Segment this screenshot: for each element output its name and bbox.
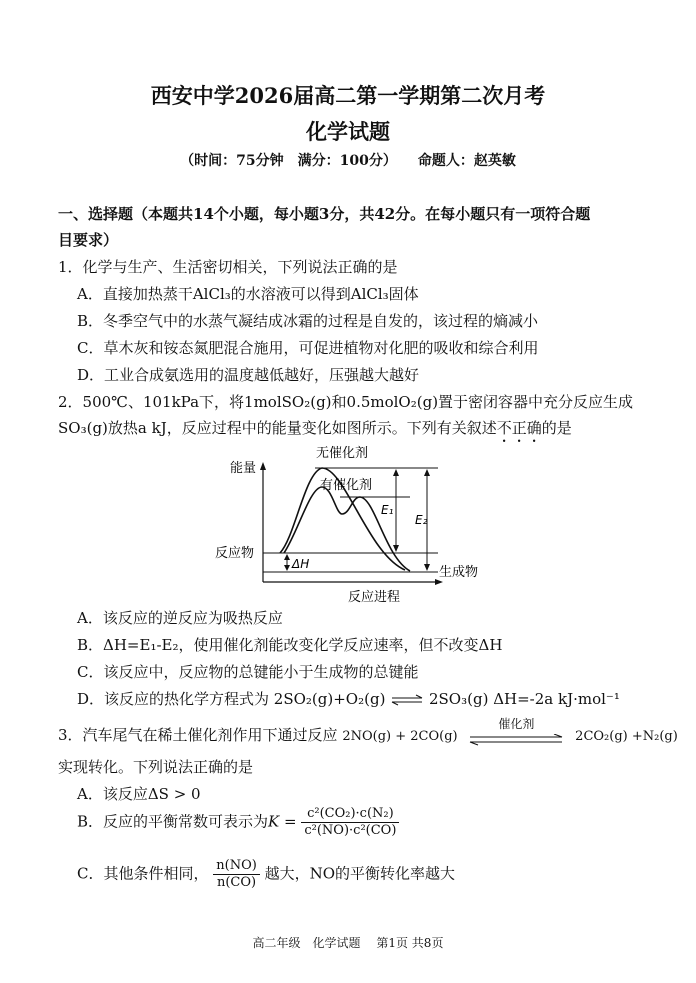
q2-stem-line1: 2．500℃、101kPa下，将1molSO₂(g)和0.5molO₂(g)置于密闭容器中充分反应生成 <box>58 393 634 411</box>
x-axis-label: 反应进程 <box>348 590 401 605</box>
q3-eq-arrow <box>468 717 564 746</box>
q3-c-fraction <box>213 858 260 891</box>
q3-b-text: B．反应的平衡常数可表示为 <box>77 812 269 831</box>
q3-eq-left: 2NO(g) + 2CO(g) <box>342 729 458 744</box>
q3-b-numerator: c²(CO₂)·c(N₂) <box>301 806 399 823</box>
q1-option-d: D．工业合成氨选用的温度越低越好，压强越大越好 <box>77 366 420 384</box>
section-heading-line1: 一、选择题（本题共14个小题，每小题3分，共42分。在每小题只有一项符合题 <box>58 205 591 223</box>
q3-eq-right: 2CO₂(g) +N₂(g) <box>575 729 678 744</box>
q1-option-b: B．冬季空气中的水蒸气凝结成冰霜的过程是自发的，该过程的熵减小 <box>77 312 539 330</box>
no-catalyst-label: 无催化剂 <box>316 446 369 461</box>
q1-option-a: A．直接加热蒸干AlCl₃的水溶液可以得到AlCl₃固体 <box>77 285 419 303</box>
equilibrium-arrow-icon <box>390 694 424 706</box>
y-axis-label: 能量 <box>230 461 257 476</box>
q2-emphasis: 不正确 <box>496 419 542 437</box>
q1-stem: 1．化学与生产、生活密切相关，下列说法正确的是 <box>58 258 398 276</box>
q2-stem-text: SO₃(g)放热a kJ，反应过程中的能量变化如图所示。下列有关叙述 <box>58 419 497 437</box>
reactant-label: 反应物 <box>215 546 255 561</box>
q3-c-end: 越大，NO的平衡转化率越大 <box>264 864 456 883</box>
q3-option-c <box>77 858 455 891</box>
q2-d-text: D．该反应的热化学方程式为 2SO₂(g)+O₂(g) <box>77 690 386 708</box>
catalyst-equilibrium-arrow-icon <box>468 734 564 746</box>
q3-b-denominator: c²(NO)·c²(CO) <box>304 823 397 838</box>
catalyst-label: 有催化剂 <box>320 478 373 493</box>
q2-d-equation: 2SO₃(g) ΔH=-2a kJ·mol⁻¹ <box>428 690 620 708</box>
product-label: 生成物 <box>439 565 479 580</box>
page-footer: 高二年级 化学试题 第1页 共8页 <box>252 936 444 950</box>
q2-option-c: C．该反应中，反应物的总键能小于生成物的总键能 <box>77 663 419 681</box>
q3-c-numerator: n(NO) <box>213 858 260 875</box>
q3-c-text: C．其他条件相同， <box>77 864 209 883</box>
q3-option-a: A．该反应ΔS > 0 <box>77 785 201 803</box>
exam-info: （时间：75分钟 满分：100分） 命题人：赵英敏 <box>180 153 516 169</box>
exam-title: 西安中学2026届高二第一学期第二次月考 <box>150 83 546 108</box>
q2-option-b: B．ΔH=E₁-E₂，使用催化剂能改变化学反应速率，但不改变ΔH <box>77 636 503 654</box>
dh-label: ΔH <box>292 557 310 571</box>
e1-label: E₁ <box>381 503 394 517</box>
exam-subtitle: 化学试题 <box>306 119 390 144</box>
q3-b-fraction <box>301 806 399 839</box>
energy-diagram <box>210 442 490 607</box>
q3-stem-text: 3．汽车尾气在稀土催化剂作用下通过反应 <box>58 726 338 744</box>
q3-stem-line1 <box>58 717 678 750</box>
e2-label: E₂ <box>415 513 428 527</box>
section-heading-line2: 目要求） <box>58 231 119 249</box>
q3-b-k: K = <box>268 812 297 831</box>
q3-stem-line2: 实现转化。下列说法正确的是 <box>58 758 254 776</box>
q2-option-d <box>77 686 620 712</box>
q3-c-denominator: n(CO) <box>216 875 257 890</box>
q2-stem-end: 的是 <box>541 419 572 437</box>
q1-option-c: C．草木灰和铵态氮肥混合施用，可促进植物对化肥的吸收和综合利用 <box>77 339 539 357</box>
q3-catalyst-label: 催化剂 <box>498 717 535 731</box>
q2-option-a: A．该反应的逆反应为吸热反应 <box>77 609 283 627</box>
q3-option-b <box>77 806 399 839</box>
